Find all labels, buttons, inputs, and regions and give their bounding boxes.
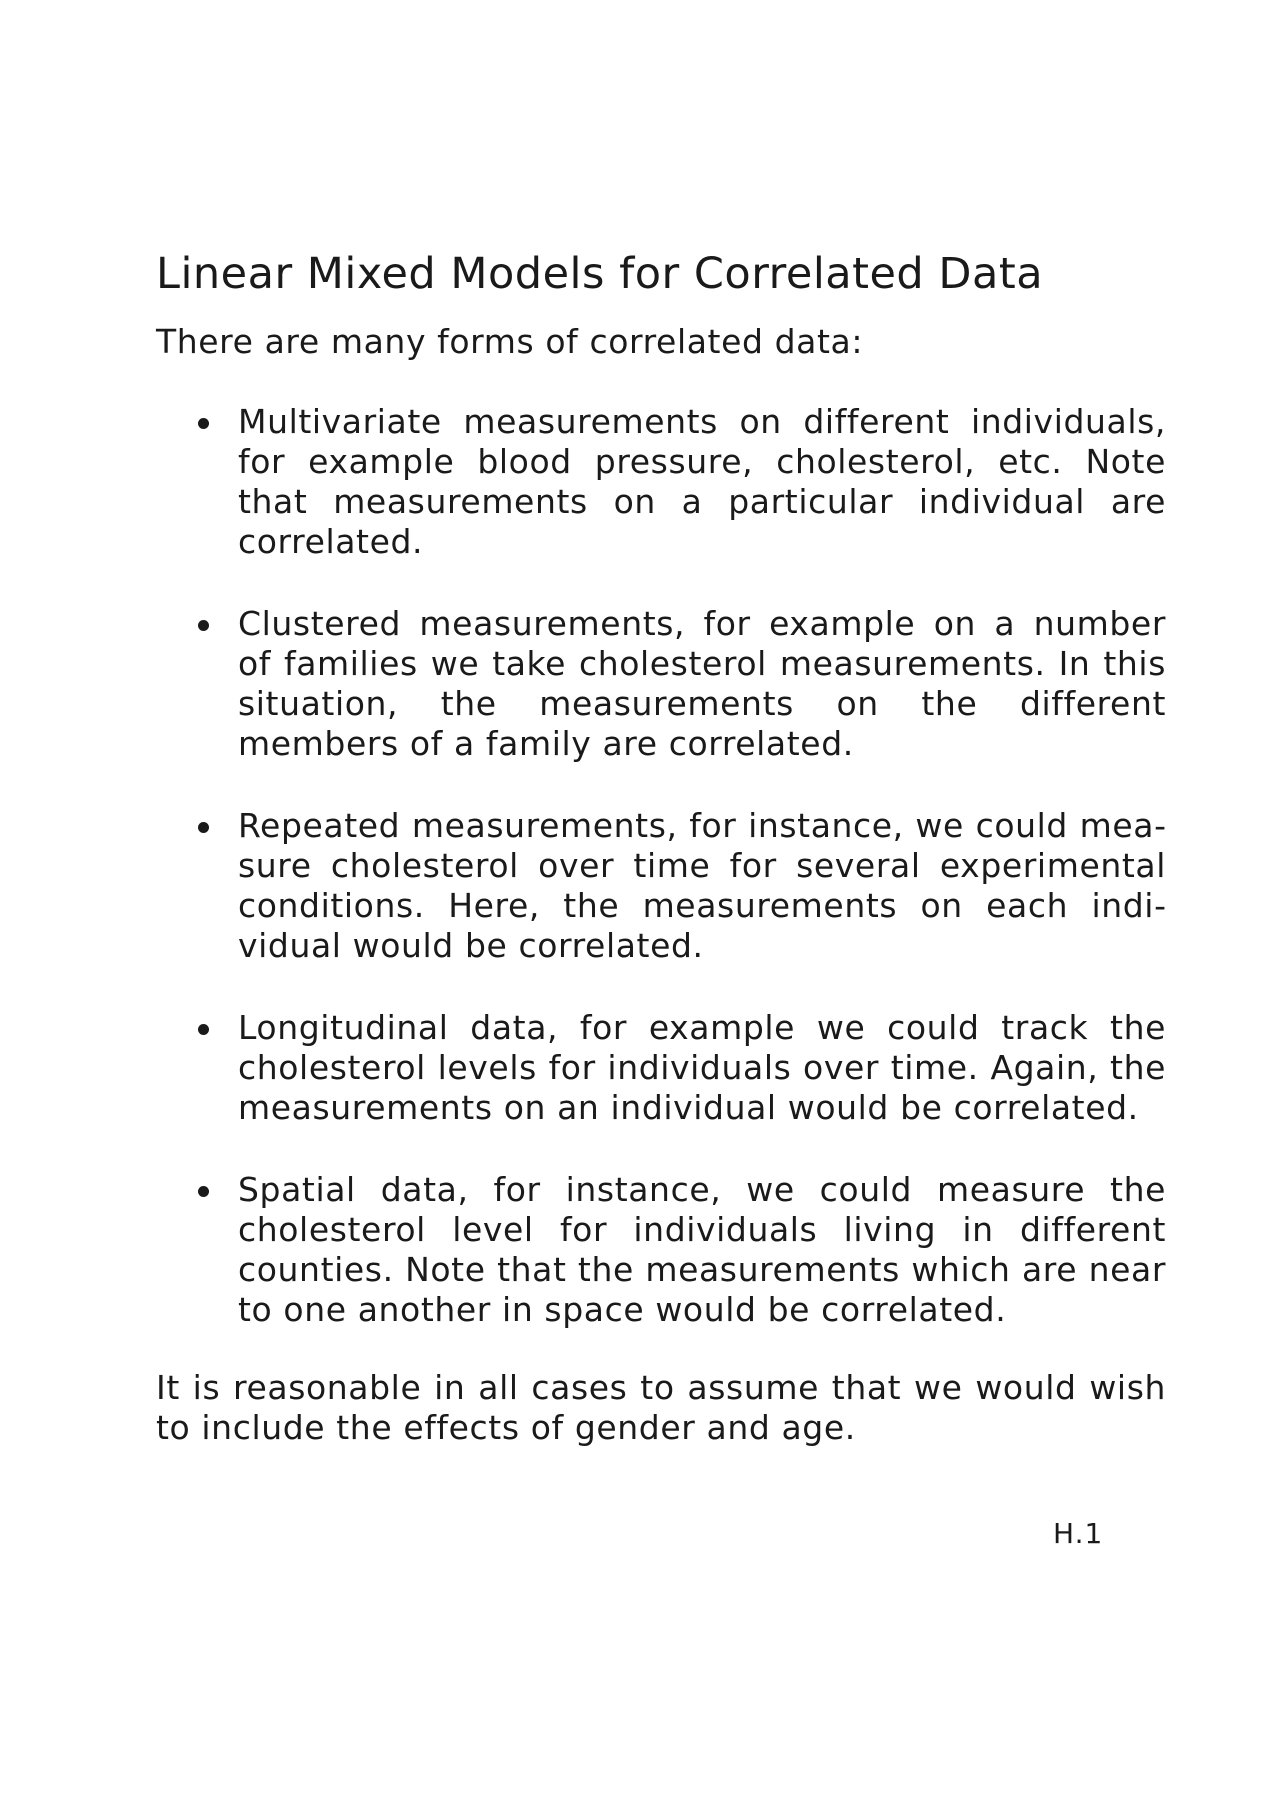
bullet-icon [198,620,209,631]
list-item [156,604,1166,764]
page-number: H.1 [1053,1517,1104,1550]
document-page [156,246,1166,1448]
intro-paragraph: There are many forms of correlated data: [156,322,864,361]
bullet-icon [198,1024,209,1035]
list-item [156,402,1166,562]
bullet-text: Multivariate measurements on different individuals, for example blood pressure, cholesterol, etc. Note that measurements on a particular individual are correlated. [238,402,1166,561]
bullet-icon [198,1186,209,1197]
bullet-icon [198,822,209,833]
list-item [156,806,1166,966]
page-title: Linear Mixed Models for Correlated Data [156,249,1044,299]
bullet-text: Repeated measurements, for instance, we could measure cholesterol over time for several experimental conditions. Here, the measurements on each individual would be correlated. [238,806,1166,965]
bullet-text: Clustered measurements, for example on a number of families we take cholesterol measurements. In this situation, the measurements on the different members of a family are correlated. [238,604,1166,763]
bullet-icon [198,418,209,429]
bullet-list [156,402,1166,1330]
bullet-text: Spatial data, for instance, we could measure the cholesterol level for individuals living in different counties. Note that the measurements which are near to one another in space would be correlated. [238,1170,1166,1329]
bullet-text: Longitudinal data, for example we could track the cholesterol levels for individuals over time. Again, the measurements on an individual would be correlated. [238,1008,1166,1127]
list-item [156,1008,1166,1128]
list-item [156,1170,1166,1330]
closing-paragraph: It is reasonable in all cases to assume that we would wish to include the effects of gender and age. [156,1368,1166,1447]
